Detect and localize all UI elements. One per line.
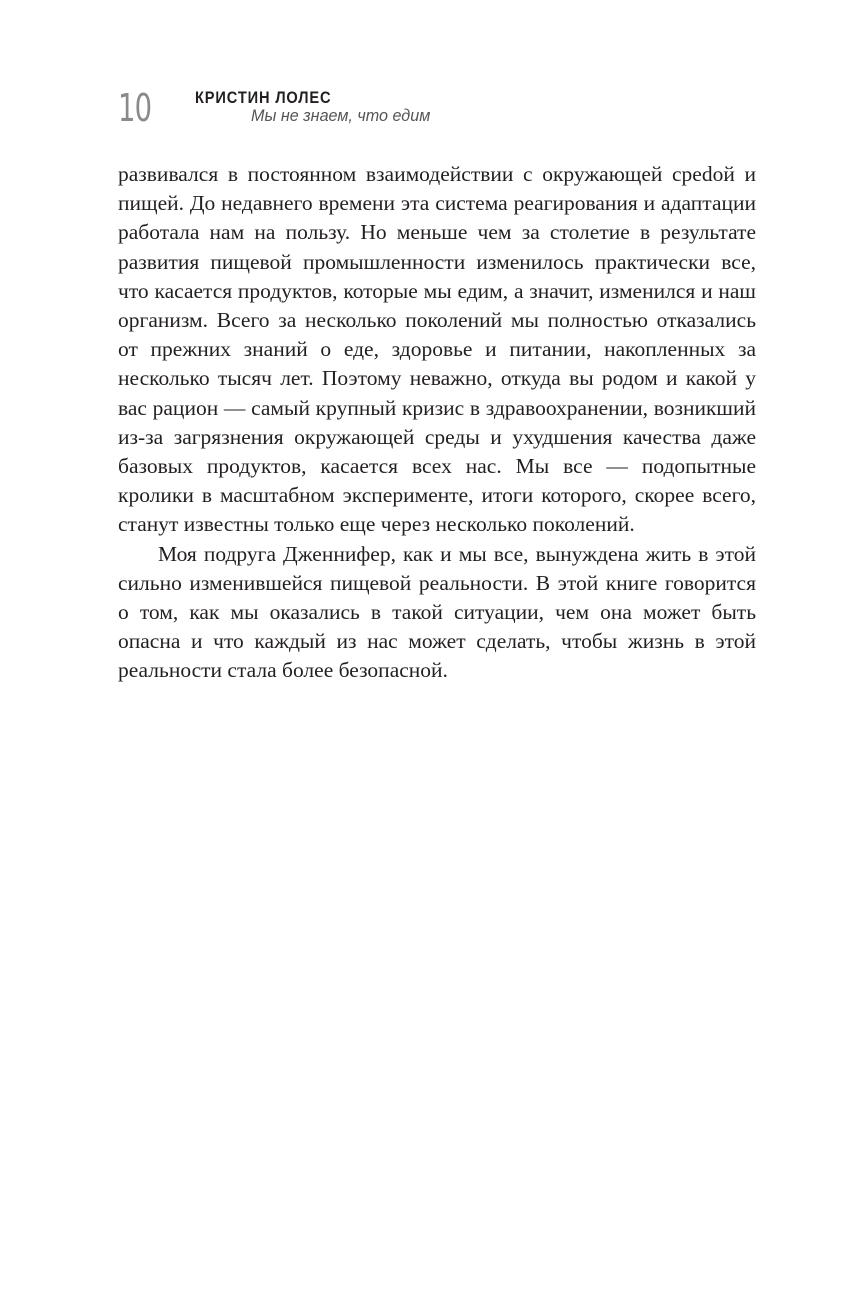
book-title: Мы не знаем, что едим [251,106,431,125]
body-text [118,160,756,686]
author-name: КРИСТИН ЛОЛЕС [195,88,332,107]
paragraph: Моя подруга Дженнифер, как и мы все, вынуждена жить в этой сильно изменившейся пищевой реальности. В этой книге говорится о том, как мы оказались в такой ситуации, чем она может быть опасна и что каждый из нас может сделать, чтобы жизнь в этой реальности стала более безопасной. [118,541,756,683]
running-head [118,84,758,132]
paragraph: развивался в постоянном взаимодействии с окружающей среdой и пищей. До недавнего времени эта система реагирования и адаптации работала нам на пользу. Но меньше чем за столетие в результате развития пищевой промышленности изменилось практически все, что касается продуктов, которые мы едим, а значит, изменился и наш организм. Всего за несколько поколений мы полностью отказались от прежних знаний о еде, здоровье и питании, накопленных за несколько тысяч лет. Поэтому неважно, откуда вы родом и какой у вас рацион — самый крупный кризис в здравоохранении, возникший из-за загрязнения окружающей среды и ухудшения качества даже базовых продуктов, касается всех нас. Мы все — подопытные кролики в масштабном эксперименте, итоги которого, скорее всего, станут известны только еще через несколько поколений. [118,162,756,537]
page-number: 10 [118,86,152,130]
